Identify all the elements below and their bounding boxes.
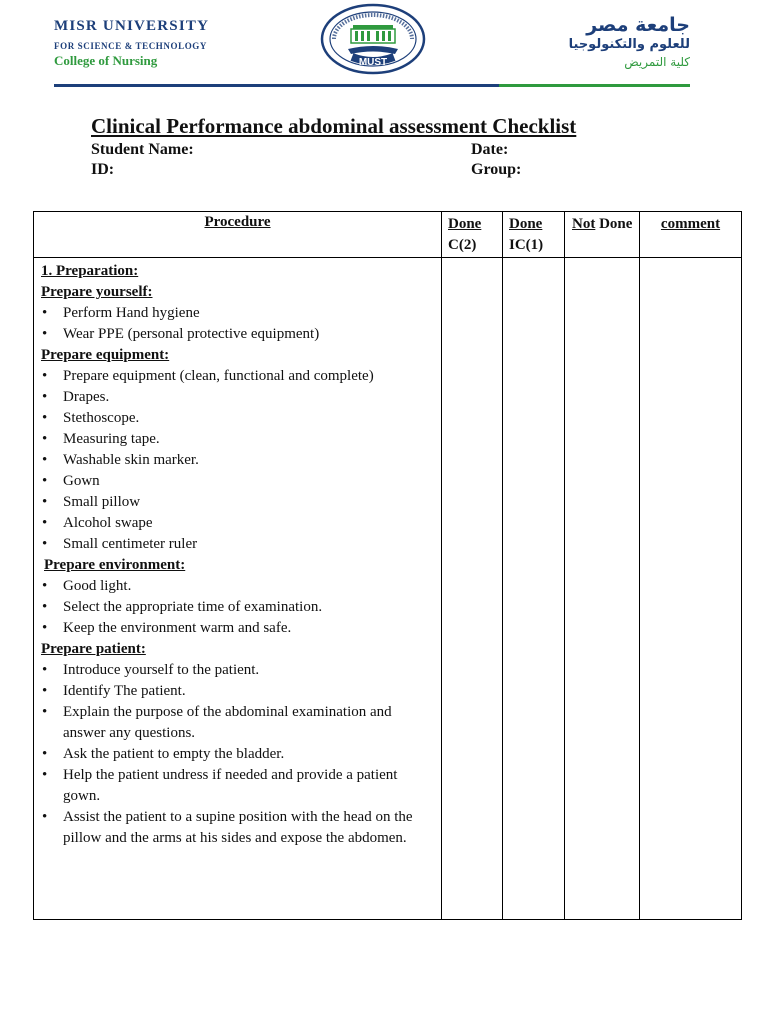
student-name-label: Student Name:	[91, 141, 194, 158]
university-name: MISR UNIVERSITY	[54, 18, 210, 34]
id-label: ID:	[91, 161, 115, 178]
procedure-header: Procedure	[34, 212, 442, 258]
table-header-row	[34, 212, 742, 258]
college-name: College of Nursing	[54, 53, 158, 68]
checklist-table	[33, 211, 742, 920]
list-item: • Drapes.	[41, 387, 435, 408]
list-item: • Keep the environment warm and safe.	[41, 618, 435, 639]
procedure-cell	[34, 258, 442, 920]
arabic-college-name: كلية التمريض	[624, 55, 690, 69]
group-title-equipment: Prepare equipment:	[41, 347, 170, 363]
list-item: • Stethoscope.	[41, 408, 435, 429]
list-item: • Help the patient undress if needed and provide a patient gown.	[41, 765, 435, 807]
list-item: • Perform Hand hygiene	[41, 303, 435, 324]
group-title-yourself: Prepare yourself:	[41, 284, 153, 300]
list-item: • Ask the patient to empty the bladder.	[41, 744, 435, 765]
done-ic-cell[interactable]	[503, 258, 565, 920]
section-title: 1. Preparation:	[41, 263, 139, 279]
not-done-header: Not Done	[565, 212, 640, 258]
list-item: • Small centimeter ruler	[41, 534, 435, 555]
logo-must-text: MUST	[358, 57, 388, 68]
group-title-patient: Prepare patient:	[41, 641, 146, 657]
list-item: • Assist the patient to a supine position with the head on the pillow and the arms at his sides and expose the abdomen.	[41, 807, 435, 849]
list-item: • Explain the purpose of the abdominal examination and answer any questions.	[41, 702, 435, 744]
table-row	[34, 258, 742, 920]
header-rule-blue	[54, 84, 499, 87]
arabic-header	[569, 14, 690, 70]
university-subtitle: FOR SCIENCE & TECHNOLOGY	[54, 41, 208, 51]
group-title-environment: Prepare environment:	[44, 557, 186, 573]
not-done-cell[interactable]	[565, 258, 640, 920]
list-item: • Alcohol swape	[41, 513, 435, 534]
list-item: • Identify The patient.	[41, 681, 435, 702]
checklist-title: Clinical Performance abdominal assessment Checklist	[91, 114, 577, 138]
list-item: • Measuring tape.	[41, 429, 435, 450]
arabic-university-name: جامعة مصر	[586, 14, 690, 36]
done-c-cell[interactable]	[442, 258, 503, 920]
list-equipment	[41, 366, 435, 555]
comment-cell[interactable]	[640, 258, 742, 920]
done-ic-header: Done IC(1)	[503, 212, 565, 258]
university-header-left	[54, 18, 209, 69]
list-item: • Select the appropriate time of examination.	[41, 597, 435, 618]
list-yourself	[41, 303, 435, 345]
done-c-header: Done C(2)	[442, 212, 503, 258]
list-patient	[41, 660, 435, 849]
list-environment	[41, 576, 435, 639]
list-item: • Introduce yourself to the patient.	[41, 660, 435, 681]
arabic-university-subtitle: للعلوم والتكنولوجيا	[568, 37, 690, 52]
list-item: • Washable skin marker.	[41, 450, 435, 471]
list-item: • Good light.	[41, 576, 435, 597]
list-item: • Prepare equipment (clean, functional and complete)	[41, 366, 435, 387]
list-item: • Wear PPE (personal protective equipment)	[41, 324, 435, 345]
list-item: • Gown	[41, 471, 435, 492]
list-item: • Small pillow	[41, 492, 435, 513]
group-label: Group:	[471, 161, 522, 178]
header-rule-green	[499, 84, 690, 87]
university-logo-icon	[320, 3, 426, 75]
date-label: Date:	[471, 141, 509, 158]
comment-header: comment	[640, 212, 742, 258]
